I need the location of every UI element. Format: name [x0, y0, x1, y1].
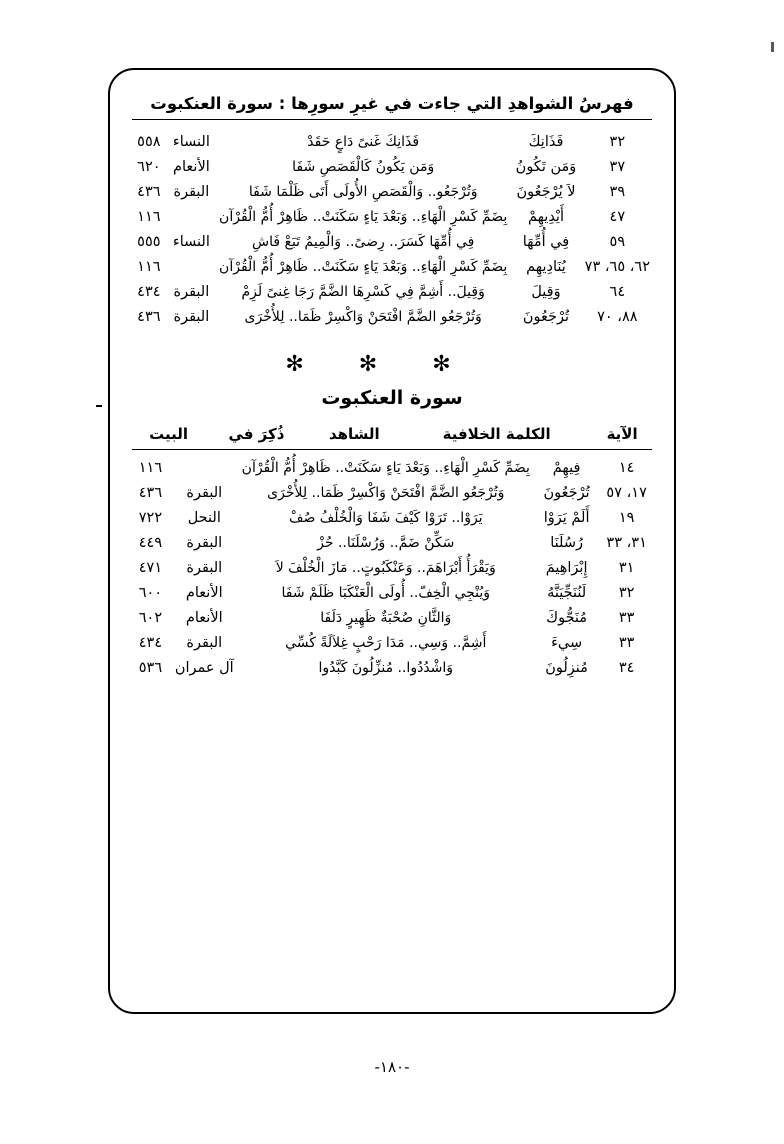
table-row [132, 556, 652, 581]
sura-title: سورة العنكبوت [321, 387, 463, 409]
cell-source: النحل [187, 510, 221, 526]
cell-word: يُنَادِيهِم [526, 259, 566, 275]
cell-shahid: وَقِيلَ.. أَشِمَّ فِي كَسْرِهَا الضَّمَّ رَجَا غِنىً لَزِمْ [241, 284, 485, 300]
cell-word: إِبْرَاهِيمَ [545, 560, 588, 576]
cell-shahid: سَكِّنْ ضَمَّ.. وَرُسْلَنَا.. حُزْ [317, 535, 455, 551]
cell-aya: ٣٤ [618, 660, 635, 676]
cell-shahid: فَذَانِكَ غَنىً دَاعٍ حَقَدْ [307, 134, 420, 150]
table-header-divider [132, 449, 652, 450]
cell-source: البقرة [186, 485, 223, 501]
cell-word: مُنزِلُونَ [545, 660, 588, 676]
cell-word: لَنُنَجِّيَنَّهُ [547, 585, 587, 601]
cell-word: أَيْدِيهِمْ [527, 209, 564, 225]
cell-source: البقرة [173, 184, 210, 200]
cell-bayt: ١١٦ [137, 209, 161, 225]
table-row [132, 130, 652, 155]
table-row [132, 230, 652, 255]
cell-bayt: ٤٣٦ [137, 184, 161, 200]
sura-entries-table [132, 456, 652, 681]
cell-shahid: وَاشْدُدُوا.. مُنزِّلُونَ كَبَّدُوا [318, 660, 454, 676]
header-source: ذُكِرَ في [228, 425, 285, 443]
cell-bayt: ١١٦ [138, 460, 163, 476]
cell-aya: ٣٢ [618, 585, 635, 601]
table-header-row [132, 423, 652, 449]
table-row [132, 205, 652, 230]
table-row [132, 456, 652, 481]
cell-aya: ٣٣ [618, 635, 635, 651]
cell-shahid: وَمَن يَكُونُ كَالْقَصَصِ شَفَا [292, 159, 435, 175]
cell-aya: ١٧، ٥٧ [606, 485, 647, 501]
cell-shahid: أَشِمَّ.. وَسِي.. مَدَا رَحْبٍ غِلاَلَةً كُسِّي [285, 635, 487, 651]
cell-source: البقرة [186, 635, 223, 651]
header-shahid: الشاهد [328, 425, 380, 443]
cell-bayt: ٥٥٨ [137, 134, 161, 150]
cell-source: البقرة [173, 284, 210, 300]
cell-shahid: وَتُرْجَعُو.. وَالْقَصَصِ الأُولَى أَتَى ظَلْمَا شَفَا [248, 184, 478, 200]
table-row [132, 155, 652, 180]
cell-source: النساء [172, 134, 210, 150]
cell-aya: ٣٩ [609, 184, 626, 200]
page-number: -١٨٠- [374, 1058, 410, 1076]
cell-bayt: ٤٣٦ [137, 309, 161, 325]
cell-source: الأنعام [185, 585, 223, 601]
table-row [132, 481, 652, 506]
cell-shahid: وَتُرْجَعُو الضَّمَّ افْتَحَنْ وَاكْسِرْ ظَمَا.. لِلأُخْرَى [244, 309, 482, 325]
cell-source [169, 456, 240, 481]
cell-source: الأنعام [185, 610, 223, 626]
cell-bayt: ٦٠٠ [138, 585, 163, 601]
table-row [132, 581, 652, 606]
cell-word: وَمَن تَكُونُ [515, 159, 577, 175]
edge-mark [771, 42, 774, 52]
cell-shahid: وَتُرْجَعُو الضَّمَّ افْتَحَنْ وَاكْسِرْ ظَمَا.. لِلأُخْرَى [267, 485, 505, 501]
table-row [132, 631, 652, 656]
cell-word: مُنَجُّوكَ [546, 610, 588, 626]
cell-aya: ١٩ [618, 510, 635, 526]
side-tick-mark [96, 405, 102, 407]
cell-source: آل عمران [174, 660, 234, 676]
cell-aya: ٥٩ [609, 234, 626, 250]
cell-aya: ٣٧ [609, 159, 626, 175]
cell-source [166, 205, 217, 230]
cell-shahid: فِي أُمِّهَا كَسَرَ.. رِضىً.. وَالْمِيمُ تَبَعْ فَاشِ [252, 234, 475, 250]
header-divider [132, 119, 652, 120]
cell-aya: ٦٤ [609, 284, 626, 300]
sura-entries-header [132, 423, 652, 449]
table-row [132, 255, 652, 280]
cell-bayt: ٤٤٩ [138, 535, 163, 551]
cell-word: فِي أُمِّهَا [522, 234, 570, 250]
cell-bayt: ٤٣٤ [137, 284, 161, 300]
header-word: الكلمة الخلافية [442, 425, 551, 443]
cell-word: تُرْجَعُونَ [543, 485, 590, 501]
cell-shahid: وَالثَّانِ صُحْبَةٌ ظَهِيرٍ دَلَفَا [320, 610, 452, 626]
table-row [132, 656, 652, 681]
header-aya: الآية [606, 425, 638, 443]
cell-shahid: بِضَمِّ كَسْرِ الْهَاءِ.. وَبَعْدَ يَاءٍ سَكَنَتْ.. ظَاهِرْ أُمُّ الْقُرْآن [219, 209, 508, 225]
cell-word: أَلَمْ يَرَوْا [543, 510, 590, 526]
cell-bayt: ٥٣٦ [138, 660, 163, 676]
cell-aya: ٣٢ [609, 134, 626, 150]
continued-entries-table [132, 130, 652, 330]
cell-aya: ٣١، ٣٣ [606, 535, 647, 551]
cell-word: رُسُلَنَا [550, 535, 583, 551]
cell-aya: ٤٧ [609, 209, 626, 225]
cell-aya: ٦٢، ٦٥، ٧٣ [584, 259, 650, 275]
cell-shahid: بِضَمِّ كَسْرِ الْهَاءِ.. وَبَعْدَ يَاءٍ سَكَنَتْ.. ظَاهِرْ أُمُّ الْقُرْآن [219, 259, 508, 275]
cell-bayt: ٤٣٦ [138, 485, 163, 501]
cell-word: فَذَانِكَ [528, 134, 564, 150]
cell-source: البقرة [173, 309, 210, 325]
cell-aya: ١٤ [618, 460, 635, 476]
cell-aya: ٣١ [618, 560, 635, 576]
cell-source [166, 255, 217, 280]
table-row [132, 531, 652, 556]
table-row [132, 606, 652, 631]
cell-bayt: ١١٦ [137, 259, 161, 275]
cell-bayt: ٤٣٤ [138, 635, 163, 651]
cell-bayt: ٧٢٢ [138, 510, 163, 526]
table-row [132, 305, 652, 330]
cell-aya: ٣٣ [618, 610, 635, 626]
cell-word: سِيءَ [551, 635, 583, 651]
table-row [132, 180, 652, 205]
section-divider-stars: ✻ ✻ ✻ [285, 352, 475, 377]
table-row [132, 506, 652, 531]
cell-source: البقرة [186, 560, 223, 576]
cell-source: النساء [172, 234, 210, 250]
cell-bayt: ٦٢٠ [137, 159, 161, 175]
table-row [132, 280, 652, 305]
cell-shahid: وَيَقْرَأُ أَبْرَاهَمَ.. وَعَنْكَبُوتٍ.. مَازَ الْخُلْفَ لاَ [275, 560, 496, 576]
cell-source: الأنعام [173, 159, 210, 175]
header-bayt: البيت [149, 425, 189, 443]
cell-word: فِيهِمْ [552, 460, 581, 476]
cell-shahid: يَرَوْا.. تَرَوْا كَيْفَ شَفَا وَالْخُلْفُ صُفْ [288, 510, 483, 526]
cell-source: البقرة [186, 535, 223, 551]
cell-bayt: ٥٥٥ [137, 234, 161, 250]
cell-bayt: ٤٧١ [138, 560, 163, 576]
cell-word: تُرْجَعُونَ [522, 309, 570, 325]
cell-word: لاَ يُرْجَعُونَ [516, 184, 576, 200]
cell-shahid: بِضَمِّ كَسْرِ الْهَاءِ.. وَبَعْدَ يَاءٍ سَكَنَتْ.. ظَاهِرْ أُمُّ الْقُرْآن [241, 460, 530, 476]
cell-aya: ٨٨، ٧٠ [597, 309, 638, 325]
cell-shahid: وَيُنْجِي الْخِفّ.. أُولَى الْعَنْكَبَا ظَلَمْ شَفَا [281, 585, 491, 601]
page-content [118, 78, 666, 1004]
cell-word: وَقِيلَ [531, 284, 561, 300]
cell-bayt: ٦٠٢ [138, 610, 163, 626]
page-header-title: فهرسُ الشواهدِ التي جاءت في غيرِ سورِها : سورة العنكبوت [150, 94, 634, 113]
